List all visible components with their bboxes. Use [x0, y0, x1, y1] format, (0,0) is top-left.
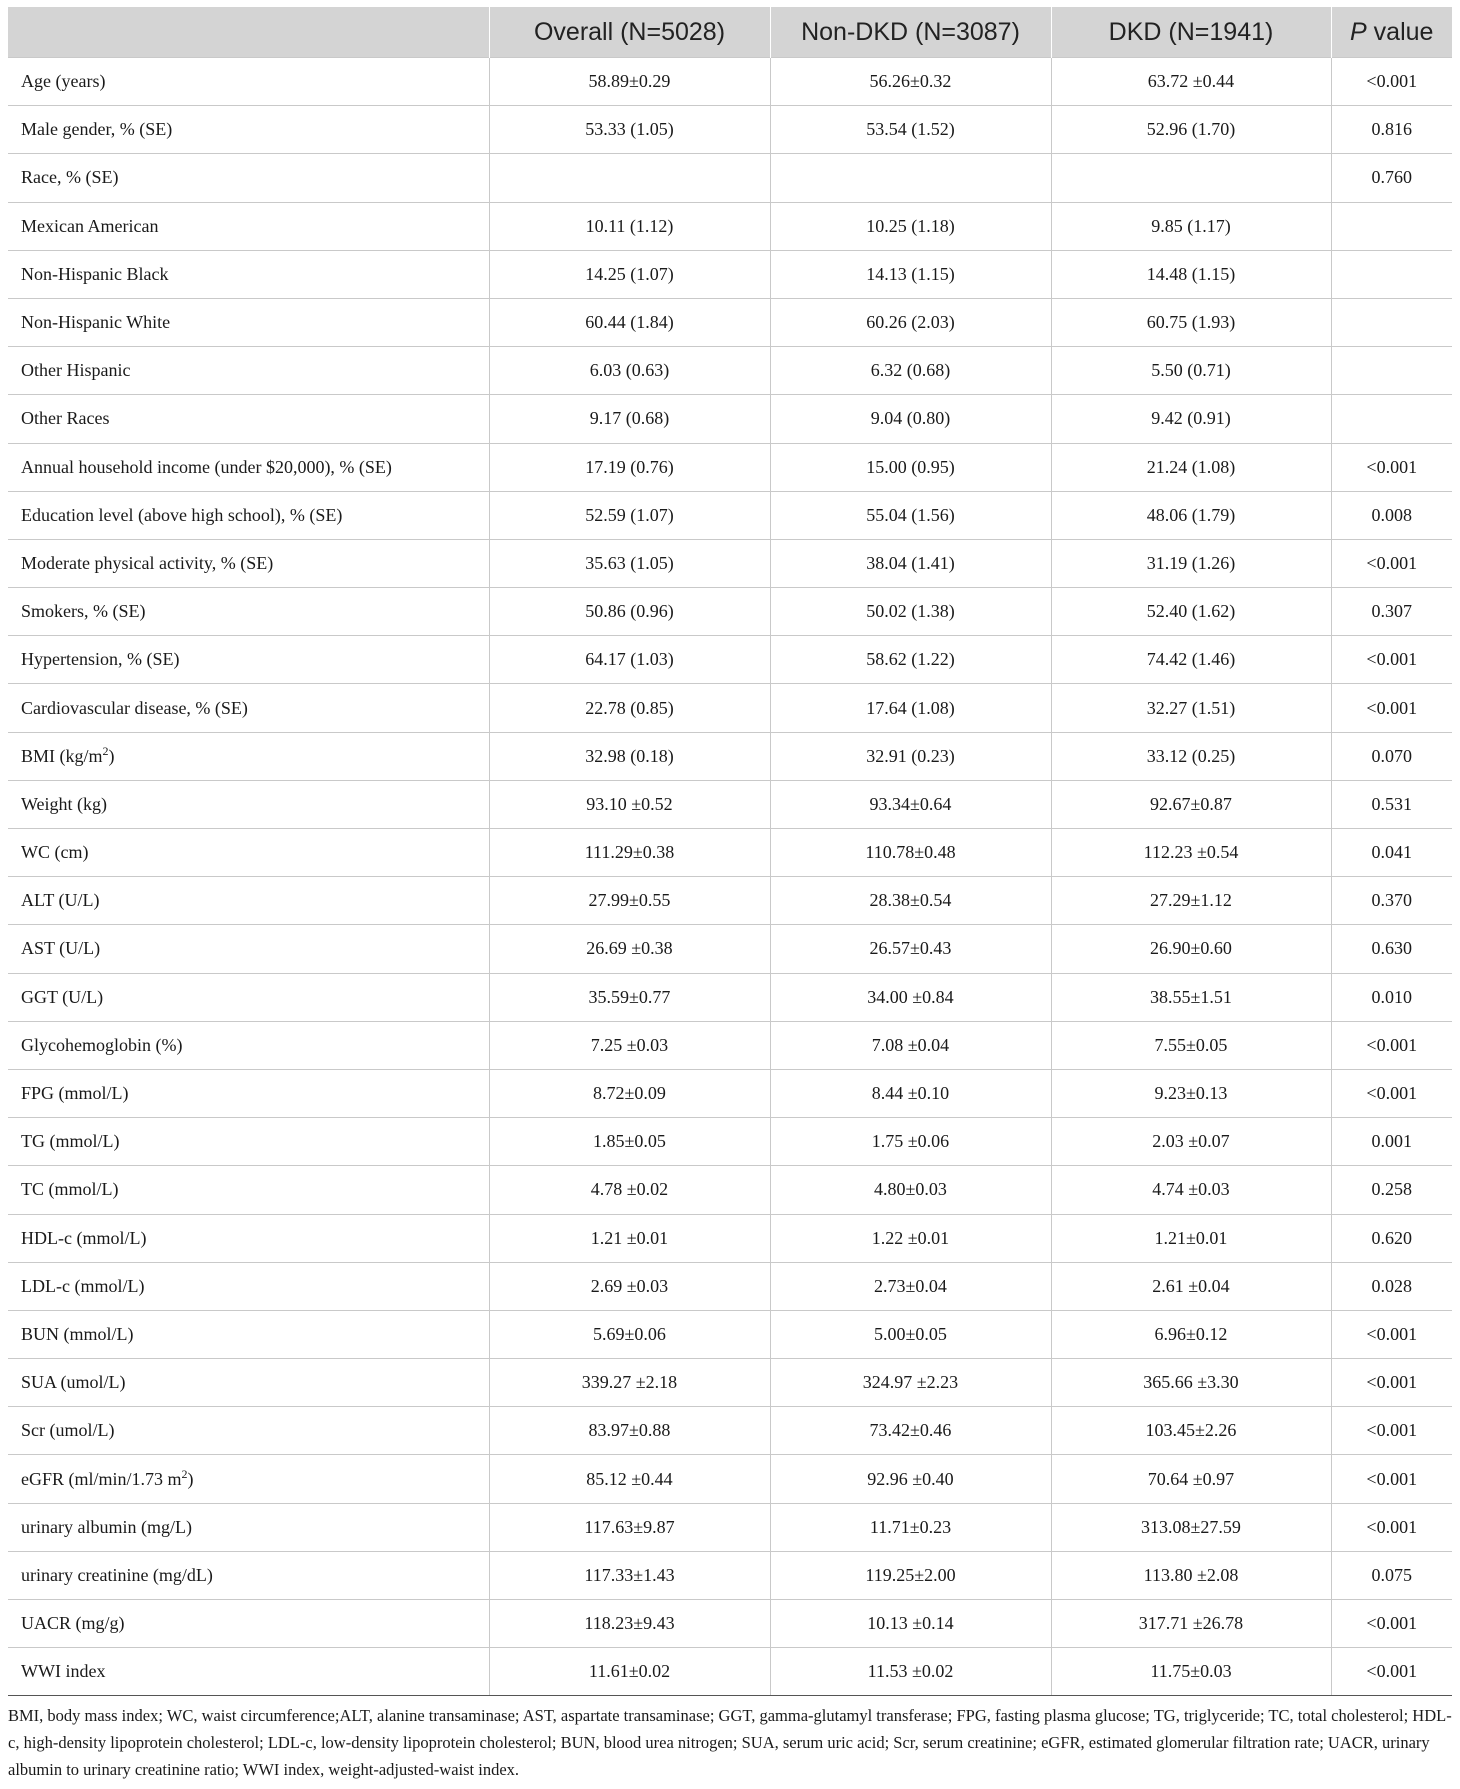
- cell-p-value: <0.001: [1331, 443, 1452, 491]
- cell-variable: AST (U/L): [8, 925, 489, 973]
- cell-overall: 93.10 ±0.52: [489, 780, 770, 828]
- table-row: [8, 154, 1452, 202]
- cell-dkd: 2.61 ±0.04: [1051, 1262, 1331, 1310]
- table-row: [8, 1214, 1452, 1262]
- cell-p-value: 0.010: [1331, 973, 1452, 1021]
- table-row: [8, 250, 1452, 298]
- cell-variable: Other Hispanic: [8, 347, 489, 395]
- table-row: [8, 1118, 1452, 1166]
- cell-dkd: 2.03 ±0.07: [1051, 1118, 1331, 1166]
- cell-variable: TG (mmol/L): [8, 1118, 489, 1166]
- cell-dkd: 113.80 ±2.08: [1051, 1551, 1331, 1599]
- cell-variable: Non-Hispanic Black: [8, 250, 489, 298]
- cell-non-dkd: 9.04 (0.80): [770, 395, 1051, 443]
- cell-variable: SUA (umol/L): [8, 1359, 489, 1407]
- header-dkd: DKD (N=1941): [1051, 7, 1331, 58]
- cell-variable: GGT (U/L): [8, 973, 489, 1021]
- table-row: [8, 1503, 1452, 1551]
- header-variable: [8, 7, 489, 58]
- cell-non-dkd: 28.38±0.54: [770, 877, 1051, 925]
- table-row: [8, 58, 1452, 106]
- cell-non-dkd: 1.75 ±0.06: [770, 1118, 1051, 1166]
- cell-p-value: 0.075: [1331, 1551, 1452, 1599]
- table-row: [8, 1648, 1452, 1696]
- cell-p-value: 0.258: [1331, 1166, 1452, 1214]
- cell-non-dkd: 11.53 ±0.02: [770, 1648, 1051, 1696]
- cell-p-value: <0.001: [1331, 636, 1452, 684]
- header-overall: Overall (N=5028): [489, 7, 770, 58]
- cell-variable: Education level (above high school), % (SE): [8, 491, 489, 539]
- cell-p-value: <0.001: [1331, 1069, 1452, 1117]
- cell-dkd: 33.12 (0.25): [1051, 732, 1331, 780]
- cell-p-value: 0.630: [1331, 925, 1452, 973]
- table-row: [8, 973, 1452, 1021]
- cell-dkd: 313.08±27.59: [1051, 1503, 1331, 1551]
- cell-dkd: 31.19 (1.26): [1051, 539, 1331, 587]
- cell-non-dkd: 6.32 (0.68): [770, 347, 1051, 395]
- cell-variable: FPG (mmol/L): [8, 1069, 489, 1117]
- header-p-value: [1331, 7, 1452, 58]
- cell-overall: 85.12 ±0.44: [489, 1455, 770, 1503]
- cell-p-value: <0.001: [1331, 1407, 1452, 1455]
- table-body: [8, 58, 1452, 1696]
- table-row: [8, 539, 1452, 587]
- cell-dkd: 9.42 (0.91): [1051, 395, 1331, 443]
- cell-non-dkd: 14.13 (1.15): [770, 250, 1051, 298]
- cell-overall: 35.59±0.77: [489, 973, 770, 1021]
- cell-non-dkd: 92.96 ±0.40: [770, 1455, 1051, 1503]
- header-p-value-label: P value: [1350, 17, 1434, 46]
- cell-overall: 58.89±0.29: [489, 58, 770, 106]
- cell-non-dkd: 8.44 ±0.10: [770, 1069, 1051, 1117]
- cell-overall: 6.03 (0.63): [489, 347, 770, 395]
- cell-overall: 27.99±0.55: [489, 877, 770, 925]
- cell-p-value: <0.001: [1331, 1455, 1452, 1503]
- cell-variable: WWI index: [8, 1648, 489, 1696]
- cell-non-dkd: 60.26 (2.03): [770, 298, 1051, 346]
- cell-overall: 53.33 (1.05): [489, 106, 770, 154]
- cell-p-value: 0.307: [1331, 588, 1452, 636]
- cell-non-dkd: 32.91 (0.23): [770, 732, 1051, 780]
- cell-non-dkd: [770, 154, 1051, 202]
- cell-overall: 17.19 (0.76): [489, 443, 770, 491]
- table-footnote: BMI, body mass index; WC, waist circumference;ALT, alanine transaminase; AST, aspartate transaminase; GGT, gamma-glutamyl transferase; FPG, fasting plasma glucose; TG, triglyceride; TC, total cholesterol; HDL-c, high-density lipoprotein cholesterol; LDL-c, low-density lipoprotein cholesterol; BUN, blood urea nitrogen; SUA, serum uric acid; Scr, serum creatinine; eGFR, estimated glomerular filtration rate; UACR, urinary albumin to urinary creatinine ratio; WWI index, weight-adjusted-waist index.: [8, 1706, 1452, 1779]
- cell-p-value: [1331, 250, 1452, 298]
- cell-dkd: 32.27 (1.51): [1051, 684, 1331, 732]
- cell-variable: BMI $(kg/m^2)$: [8, 732, 489, 780]
- cell-variable: urinary creatinine (mg/dL): [8, 1551, 489, 1599]
- cell-p-value: 0.041: [1331, 829, 1452, 877]
- cell-variable: urinary albumin (mg/L): [8, 1503, 489, 1551]
- header-non-dkd: Non-DKD (N=3087): [770, 7, 1051, 58]
- cell-variable: Age (years): [8, 58, 489, 106]
- cell-overall: 64.17 (1.03): [489, 636, 770, 684]
- cell-overall: 60.44 (1.84): [489, 298, 770, 346]
- cell-variable: Hypertension, % (SE): [8, 636, 489, 684]
- table-row: [8, 684, 1452, 732]
- cell-non-dkd: 5.00±0.05: [770, 1310, 1051, 1358]
- table-row: [8, 347, 1452, 395]
- cell-variable: HDL-c (mmol/L): [8, 1214, 489, 1262]
- cell-non-dkd: 53.54 (1.52): [770, 106, 1051, 154]
- cell-variable: BUN (mmol/L): [8, 1310, 489, 1358]
- table-row: [8, 395, 1452, 443]
- cell-dkd: 26.90±0.60: [1051, 925, 1331, 973]
- cell-variable: Male gender, % (SE): [8, 106, 489, 154]
- cell-p-value: <0.001: [1331, 1648, 1452, 1696]
- cell-dkd: 9.85 (1.17): [1051, 202, 1331, 250]
- cell-non-dkd: 38.04 (1.41): [770, 539, 1051, 587]
- cell-variable: LDL-c (mmol/L): [8, 1262, 489, 1310]
- cell-non-dkd: 50.02 (1.38): [770, 588, 1051, 636]
- cell-p-value: 0.620: [1331, 1214, 1452, 1262]
- cell-p-value: 0.531: [1331, 780, 1452, 828]
- table-row: [8, 732, 1452, 780]
- cell-p-value: <0.001: [1331, 539, 1452, 587]
- table-row: [8, 491, 1452, 539]
- cell-dkd: 21.24 (1.08): [1051, 443, 1331, 491]
- table-row: [8, 1069, 1452, 1117]
- cell-dkd: 7.55±0.05: [1051, 1021, 1331, 1069]
- cell-non-dkd: 15.00 (0.95): [770, 443, 1051, 491]
- table-row: [8, 636, 1452, 684]
- cell-overall: 22.78 (0.85): [489, 684, 770, 732]
- table-header: [8, 7, 1452, 58]
- cell-dkd: 74.42 (1.46): [1051, 636, 1331, 684]
- cell-p-value: <0.001: [1331, 1359, 1452, 1407]
- cell-variable: Other Races: [8, 395, 489, 443]
- cell-dkd: 5.50 (0.71): [1051, 347, 1331, 395]
- cell-dkd: 38.55±1.51: [1051, 973, 1331, 1021]
- cell-overall: [489, 154, 770, 202]
- cell-overall: 339.27 ±2.18: [489, 1359, 770, 1407]
- table-row: [8, 829, 1452, 877]
- cell-variable: Scr (umol/L): [8, 1407, 489, 1455]
- cell-p-value: 0.370: [1331, 877, 1452, 925]
- table-row: [8, 588, 1452, 636]
- cell-non-dkd: 26.57±0.43: [770, 925, 1051, 973]
- cell-dkd: 6.96±0.12: [1051, 1310, 1331, 1358]
- cell-variable: Glycohemoglobin (%): [8, 1021, 489, 1069]
- cell-p-value: <0.001: [1331, 1600, 1452, 1648]
- cell-dkd: 11.75±0.03: [1051, 1648, 1331, 1696]
- cell-non-dkd: 55.04 (1.56): [770, 491, 1051, 539]
- cell-non-dkd: 110.78±0.48: [770, 829, 1051, 877]
- cell-non-dkd: 7.08 ±0.04: [770, 1021, 1051, 1069]
- cell-non-dkd: 119.25±2.00: [770, 1551, 1051, 1599]
- cell-variable: Mexican American: [8, 202, 489, 250]
- cell-overall: 4.78 ±0.02: [489, 1166, 770, 1214]
- cell-p-value: 0.816: [1331, 106, 1452, 154]
- cell-overall: 9.17 (0.68): [489, 395, 770, 443]
- cell-overall: 50.86 (0.96): [489, 588, 770, 636]
- cell-non-dkd: 93.34±0.64: [770, 780, 1051, 828]
- baseline-characteristics-table-container: [8, 7, 1452, 1696]
- cell-p-value: <0.001: [1331, 1503, 1452, 1551]
- cell-dkd: 1.21±0.01: [1051, 1214, 1331, 1262]
- cell-dkd: [1051, 154, 1331, 202]
- table-row: [8, 1551, 1452, 1599]
- cell-variable: TC (mmol/L): [8, 1166, 489, 1214]
- cell-overall: 7.25 ±0.03: [489, 1021, 770, 1069]
- cell-p-value: [1331, 298, 1452, 346]
- cell-variable: Weight (kg): [8, 780, 489, 828]
- cell-non-dkd: 73.42±0.46: [770, 1407, 1051, 1455]
- cell-p-value: [1331, 202, 1452, 250]
- cell-p-value: 0.760: [1331, 154, 1452, 202]
- cell-overall: 1.21 ±0.01: [489, 1214, 770, 1262]
- table-row: [8, 1021, 1452, 1069]
- cell-p-value: <0.001: [1331, 58, 1452, 106]
- cell-p-value: [1331, 395, 1452, 443]
- cell-non-dkd: 56.26±0.32: [770, 58, 1051, 106]
- table-row: [8, 925, 1452, 973]
- table-row: [8, 1262, 1452, 1310]
- cell-dkd: 70.64 ±0.97: [1051, 1455, 1331, 1503]
- cell-dkd: 63.72 ±0.44: [1051, 58, 1331, 106]
- baseline-characteristics-table: [8, 7, 1452, 1696]
- cell-dkd: 92.67±0.87: [1051, 780, 1331, 828]
- table-row: [8, 443, 1452, 491]
- table-row: [8, 1600, 1452, 1648]
- cell-dkd: 52.40 (1.62): [1051, 588, 1331, 636]
- cell-overall: 117.63±9.87: [489, 1503, 770, 1551]
- cell-overall: 35.63 (1.05): [489, 539, 770, 587]
- cell-dkd: 48.06 (1.79): [1051, 491, 1331, 539]
- cell-non-dkd: 11.71±0.23: [770, 1503, 1051, 1551]
- cell-dkd: 103.45±2.26: [1051, 1407, 1331, 1455]
- table-row: [8, 1407, 1452, 1455]
- cell-dkd: 9.23±0.13: [1051, 1069, 1331, 1117]
- cell-variable: Race, % (SE): [8, 154, 489, 202]
- cell-non-dkd: 2.73±0.04: [770, 1262, 1051, 1310]
- table-row: [8, 202, 1452, 250]
- cell-overall: 118.23±9.43: [489, 1600, 770, 1648]
- table-row: [8, 780, 1452, 828]
- cell-p-value: <0.001: [1331, 684, 1452, 732]
- cell-non-dkd: 58.62 (1.22): [770, 636, 1051, 684]
- cell-overall: 32.98 (0.18): [489, 732, 770, 780]
- cell-overall: 111.29±0.38: [489, 829, 770, 877]
- cell-variable: Cardiovascular disease, % (SE): [8, 684, 489, 732]
- table-row: [8, 1310, 1452, 1358]
- cell-overall: 14.25 (1.07): [489, 250, 770, 298]
- cell-p-value: 0.001: [1331, 1118, 1452, 1166]
- cell-overall: 8.72±0.09: [489, 1069, 770, 1117]
- cell-overall: 117.33±1.43: [489, 1551, 770, 1599]
- table-row: [8, 1166, 1452, 1214]
- cell-p-value: 0.008: [1331, 491, 1452, 539]
- cell-dkd: 27.29±1.12: [1051, 877, 1331, 925]
- cell-variable: UACR (mg/g): [8, 1600, 489, 1648]
- cell-variable: Non-Hispanic White: [8, 298, 489, 346]
- cell-non-dkd: 1.22 ±0.01: [770, 1214, 1051, 1262]
- table-row: [8, 1455, 1452, 1503]
- table-row: [8, 106, 1452, 154]
- cell-non-dkd: 10.13 ±0.14: [770, 1600, 1051, 1648]
- cell-overall: 1.85±0.05: [489, 1118, 770, 1166]
- cell-dkd: 365.66 ±3.30: [1051, 1359, 1331, 1407]
- cell-dkd: 112.23 ±0.54: [1051, 829, 1331, 877]
- cell-variable: ALT (U/L): [8, 877, 489, 925]
- cell-non-dkd: 10.25 (1.18): [770, 202, 1051, 250]
- cell-variable: Moderate physical activity, % (SE): [8, 539, 489, 587]
- cell-variable: Smokers, % (SE): [8, 588, 489, 636]
- cell-overall: 11.61±0.02: [489, 1648, 770, 1696]
- cell-overall: 83.97±0.88: [489, 1407, 770, 1455]
- cell-dkd: 14.48 (1.15): [1051, 250, 1331, 298]
- header-row: [8, 7, 1452, 58]
- cell-variable: eGFR (ml/min/1.73 $m^2$): [8, 1455, 489, 1503]
- cell-overall: 10.11 (1.12): [489, 202, 770, 250]
- cell-overall: 52.59 (1.07): [489, 491, 770, 539]
- cell-non-dkd: 17.64 (1.08): [770, 684, 1051, 732]
- cell-dkd: 317.71 ±26.78: [1051, 1600, 1331, 1648]
- cell-variable: Annual household income (under $20,000), % (SE): [8, 443, 489, 491]
- cell-dkd: 60.75 (1.93): [1051, 298, 1331, 346]
- cell-non-dkd: 4.80±0.03: [770, 1166, 1051, 1214]
- cell-p-value: 0.028: [1331, 1262, 1452, 1310]
- cell-overall: 26.69 ±0.38: [489, 925, 770, 973]
- table-row: [8, 1359, 1452, 1407]
- cell-variable: WC (cm): [8, 829, 489, 877]
- cell-overall: 2.69 ±0.03: [489, 1262, 770, 1310]
- cell-overall: 5.69±0.06: [489, 1310, 770, 1358]
- cell-p-value: <0.001: [1331, 1021, 1452, 1069]
- cell-p-value: <0.001: [1331, 1310, 1452, 1358]
- table-row: [8, 298, 1452, 346]
- cell-p-value: 0.070: [1331, 732, 1452, 780]
- cell-dkd: 4.74 ±0.03: [1051, 1166, 1331, 1214]
- cell-non-dkd: 34.00 ±0.84: [770, 973, 1051, 1021]
- cell-dkd: 52.96 (1.70): [1051, 106, 1331, 154]
- cell-non-dkd: 324.97 ±2.23: [770, 1359, 1051, 1407]
- cell-p-value: [1331, 347, 1452, 395]
- table-row: [8, 877, 1452, 925]
